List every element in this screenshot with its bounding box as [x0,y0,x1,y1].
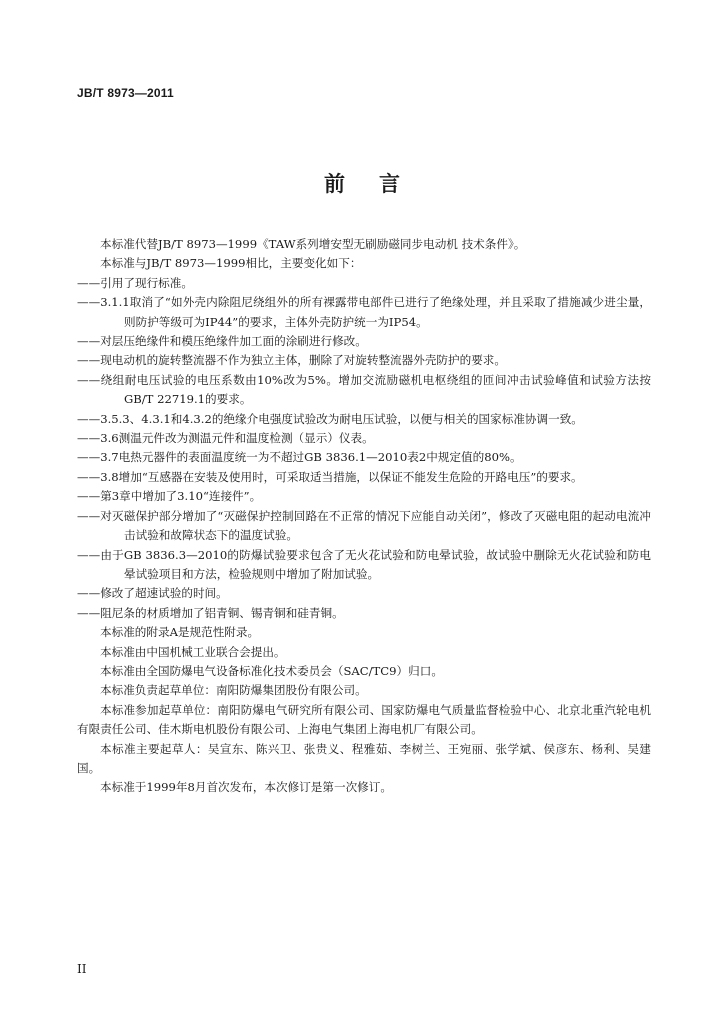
page-title: 前言 [324,171,434,196]
change-item-10: ——第3章中增加了3.10“连接件”。 [77,489,262,504]
change-item-6: ——3.5.3、4.3.1和4.3.2的绝缘介电强度试验改为耐电压试验，以便与相关的国家标准协调一致。 [77,411,583,426]
change-item-13: ——修改了超速试验的时间。 [77,586,228,601]
page-number: II [77,962,87,976]
change-item-12: ——由于GB 3836.3—2010的防爆试验要求包含了无火花试验和防电晕试验，故试验中删除无火花试验和防电晕试验项目和方法，检验规则中增加了附加试验。 [77,547,651,581]
change-item-7: ——3.6测温元件改为测温元件和温度检测（显示）仪表。 [77,431,374,446]
main-drafters-note: 本标准主要起草人：吴宣东、陈兴卫、张贵义、程雅茹、李树兰、王宛丽、张学斌、侯彦东、杨利、吴建国。 [77,741,651,775]
change-item-3: ——对层压绝缘件和模压绝缘件加工面的涂刷进行修改。 [77,334,367,349]
standard-code-header: JB/T 8973—2011 [77,86,174,100]
change-item-14: ——阻尼条的材质增加了铝青铜、锡青铜和硅青铜。 [77,605,344,620]
change-item-11: ——对灭磁保护部分增加了“灭磁保护控制回路在不正常的情况下应能自动关闭”，修改了灭磁电阻的起动电流冲击试验和故障状态下的温度试验。 [77,508,651,543]
intro-paragraph-changes: 本标准与JB/T 8973—1999相比，主要变化如下： [100,256,362,271]
proposer-note: 本标准由中国机械工业联合会提出。 [100,644,286,659]
lead-drafter-note: 本标准负责起草单位：南阳防爆集团股份有限公司。 [100,683,367,698]
change-item-5: ——绕组耐电压试验的电压系数由10%改为5%。增加交流励磁机电枢绕组的匝间冲击试验峰值和试验方法按GB/T 22719.1的要求。 [77,372,651,407]
publication-history-note: 本标准于1999年8月首次发布，本次修订是第一次修订。 [100,780,392,795]
intro-paragraph-replaces: 本标准代替JB/T 8973—1999《TAW系列增安型无刷励磁同步电动机 技术条件》。 [100,237,526,251]
change-item-8: ——3.7电热元器件的表面温度统一为不超过GB 3836.1—2010表2中规定值的80%。 [77,450,522,465]
change-item-9: ——3.8增加“互感器在安装及使用时，可采取适当措施，以保证不能发生危险的开路电压”的要求。 [77,469,583,484]
document-body [77,235,651,798]
change-item-4: ——现电动机的旋转整流器不作为独立主体，删除了对旋转整流器外壳防护的要求。 [77,353,506,368]
change-item-2: ——3.1.1取消了“如外壳内除阻尼绕组外的所有裸露带电部件已进行了绝缘处理，并且采取了措施减少进尘量，则防护等级可为IP44”的要求，主体外壳防护统一为IP54。 [77,295,651,329]
appendix-note: 本标准的附录A是规范性附录。 [100,625,260,640]
committee-note: 本标准由全国防爆电气设备标准化技术委员会（SAC/TC9）归口。 [100,663,443,678]
participating-drafters-note: 本标准参加起草单位：南阳防爆电气研究所有限公司、国家防爆电气质量监督检验中心、北京北重汽轮电机有限责任公司、佳木斯电机股份有限公司、上海电气集团上海电机厂有限公司。 [77,702,651,737]
change-item-1: ——引用了现行标准。 [77,275,193,290]
